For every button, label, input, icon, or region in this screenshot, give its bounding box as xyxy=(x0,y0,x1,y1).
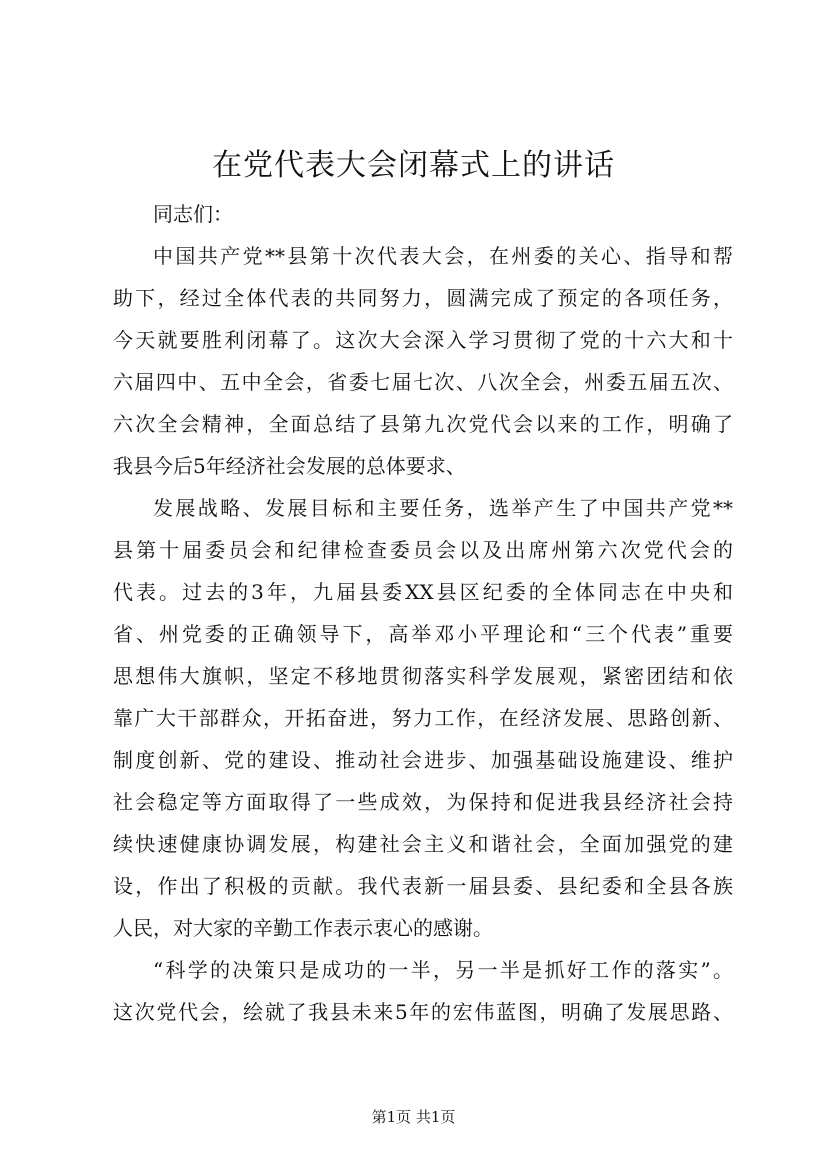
paragraph-line: 靠广大干部群众，开拓奋进，努力工作，在经济发展、思路创新、 xyxy=(113,706,733,730)
paragraph-line: 六次全会精神，全面总结了县第九次党代会以来的工作，明确了 xyxy=(113,412,733,436)
paragraph-line: 省、州党委的正确领导下，高举邓小平理论和“三个代表”重要 xyxy=(113,622,733,646)
paragraph-line: 社会稳定等方面取得了一些成效，为保持和促进我县经济社会持 xyxy=(113,790,733,814)
document-title: 在党代表大会闭幕式上的讲话 xyxy=(212,148,615,183)
paragraph-line: 这次党代会，绘就了我县未来5年的宏伟蓝图，明确了发展思路、 xyxy=(113,1000,733,1024)
paragraph-line: 六届四中、五中全会，省委七届七次、八次全会，州委五届五次、 xyxy=(113,370,733,394)
paragraph-line: 续快速健康协调发展，构建社会主义和谐社会，全面加强党的建 xyxy=(113,832,733,856)
page-footer: 第1页 共1页 xyxy=(371,1108,456,1126)
paragraph-line: 今天就要胜利闭幕了。这次大会深入学习贯彻了党的十六大和十 xyxy=(113,328,733,352)
paragraph-line: 中国共产党**县第十次代表大会，在州委的关心、指导和帮 xyxy=(153,244,733,268)
paragraph-line: 发展战略、发展目标和主要任务，选举产生了中国共产党** xyxy=(153,496,733,520)
paragraph-line: 代表。过去的3年，九届县委XX县区纪委的全体同志在中央和 xyxy=(113,580,733,604)
greeting: 同志们： xyxy=(153,202,233,226)
paragraph-line: 思想伟大旗帜，坚定不移地贯彻落实科学发展观，紧密团结和依 xyxy=(113,664,733,688)
paragraph-line: “科学的决策只是成功的一半，另一半是抓好工作的落实”。 xyxy=(153,958,733,982)
paragraph-line: 县第十届委员会和纪律检查委员会以及出席州第六次党代会的 xyxy=(113,538,733,562)
paragraph-line: 助下，经过全体代表的共同努力，圆满完成了预定的各项任务， xyxy=(113,286,733,310)
paragraph-line: 设，作出了积极的贡献。我代表新一届县委、县纪委和全县各族 xyxy=(113,874,733,898)
paragraph-line: 我县今后5年经济社会发展的总体要求、 xyxy=(113,454,466,478)
paragraph-line: 人民，对大家的辛勤工作表示衷心的感谢。 xyxy=(113,916,493,940)
paragraph-line: 制度创新、党的建设、推动社会进步、加强基础设施建设、维护 xyxy=(113,748,733,772)
